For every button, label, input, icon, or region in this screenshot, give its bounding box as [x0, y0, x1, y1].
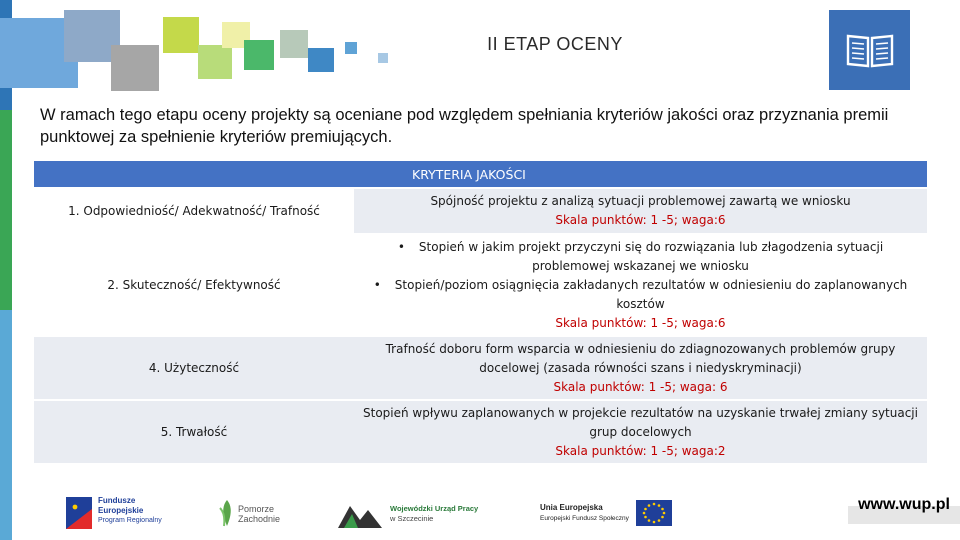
footer-logos — [60, 492, 700, 536]
criteria-table — [34, 161, 927, 463]
deco-square — [198, 45, 232, 79]
score-text: Skala punktów: 1 -5; waga: 6 — [553, 379, 728, 394]
table-row — [34, 399, 927, 463]
criterion-name: 5. Trwałość — [34, 401, 354, 463]
fe-flag-icon — [66, 497, 92, 529]
logo-wup-szczecin: Wojewódzki Urząd Pracy w Szczecinie — [338, 496, 488, 532]
wup-emblem-icon — [338, 500, 382, 528]
logo-unia-europejska: Unia Europejska Europejski Fundusz Społeczny — [540, 498, 700, 532]
table-row — [34, 187, 927, 233]
deco-square — [244, 40, 274, 70]
criterion-desc: Trafność doboru form wsparcia w odniesieniu do zdiagnozowanych problemów grupy docelowej (zasada równości szans i niedyskryminacji) Skala punktów: 1 -5; waga: 6 — [354, 337, 927, 399]
table-header: KRYTERIA JAKOŚCI — [34, 161, 927, 187]
table-row — [34, 335, 927, 399]
website-url[interactable]: www.wup.pl — [848, 496, 960, 514]
edge-strip-green — [0, 110, 12, 310]
eu-flag-icon — [636, 500, 672, 526]
book-icon — [829, 10, 910, 90]
intro-text: W ramach tego etapu oceny projekty są oceniane pod względem spełniania kryteriów jakości oraz przyznania premii punktowej za spełnienie kryteriów premiujących. — [40, 106, 889, 146]
deco-square — [111, 45, 159, 91]
deco-square — [163, 17, 199, 53]
score-text: Skala punktów: 1 -5; waga:2 — [555, 443, 726, 458]
deco-square — [308, 48, 334, 72]
edge-strip-lightblue — [0, 310, 12, 540]
deco-square — [280, 30, 308, 58]
criterion-name: 2. Skuteczność/ Efektywność — [34, 235, 354, 335]
deco-square — [378, 53, 388, 63]
score-text: Skala punktów: 1 -5; waga:6 — [555, 315, 726, 330]
deco-square — [345, 42, 357, 54]
score-text: Skala punktów: 1 -5; waga:6 — [555, 213, 726, 227]
page-title: II ETAP OCENY — [487, 34, 623, 54]
criterion-name: 4. Użyteczność — [34, 337, 354, 399]
logo-pomorze-zachodnie: Pomorze Zachodnie — [216, 498, 296, 532]
logo-fundusze-europejskie: Fundusze Europejskie Program Regionalny — [66, 496, 186, 530]
criterion-desc: Stopień wpływu zaplanowanych w projekcie rezultatów na uzyskanie trwałej zmiany sytuacji grup docelowych Skala punktów: 1 -5; waga:2 — [354, 401, 927, 463]
criterion-desc: • Stopień w jakim projekt przyczyni się do rozwiązania lub złagodzenia sytuacji problemowej wskazanej we wniosku • Stopień/poziom osiągnięcia zakładanych rezultatów w odniesieniu do zaplanowanych kosztów Skala punktów: 1 -5; waga:6 — [354, 235, 927, 335]
table-row — [34, 233, 927, 335]
criterion-desc: Spójność projektu z analizą sytuacji problemowej zawartą we wniosku Skala punktów: 1 -5; waga:6 — [354, 189, 927, 233]
criterion-name: 1. Odpowiedniość/ Adekwatność/ Trafność — [34, 189, 354, 233]
pomorze-leaf-icon — [216, 498, 238, 528]
